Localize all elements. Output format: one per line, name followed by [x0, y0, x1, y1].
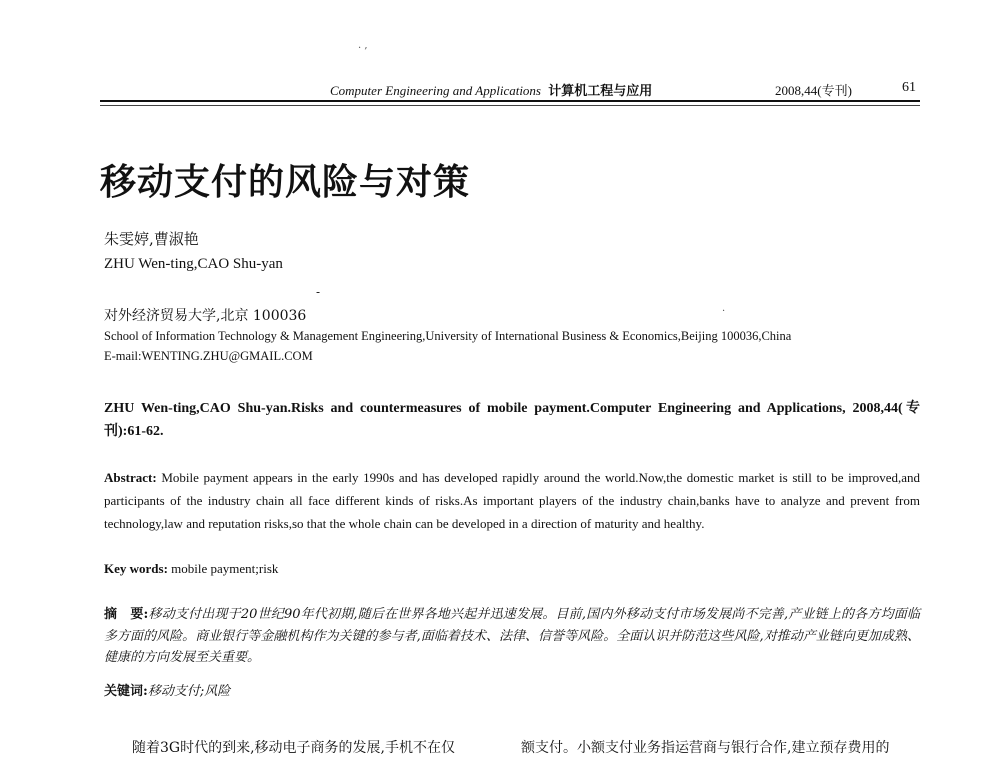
body-text-right: 额支付。小额支付业务指运营商与银行合作,建立预存费用的: [521, 740, 890, 756]
abstract-text: Mobile payment appears in the early 1990s and has developed rapidly around the world.Now,the domestic market is still to be improved,and participants of the industry chain all face different kinds of risks.As important players of the industry chain,banks have to analyze and prevent from technology,law and reputation risks,so that the whole chain can be developed in a direction of maturity and healthy.: [104, 470, 920, 531]
scan-artifact: -: [316, 285, 321, 299]
keywords-cn-label: 关键词:: [104, 684, 148, 699]
authors-cn: 朱雯婷,曹淑艳: [104, 230, 199, 248]
scan-mark: . ,: [358, 40, 368, 51]
abstract-cn-text: 移动支付出现于20世纪90年代初期,随后在世界各地兴起并迅速发展。目前,国内外移动支付市场发展尚不完善,产业链上的各方均面临多方面的风险。商业银行等金融机构作为关键的参与者,面临着技术、法律、信誉等风险。全面认识并防范这些风险,对推动产业链向更加成熟、健康的方向发展至关重要。: [104, 607, 920, 665]
citation: ZHU Wen-ting,CAO Shu-yan.Risks and countermeasures of mobile payment.Computer Engineering and Applications, 2008,44(专刊):61-62.: [104, 401, 920, 439]
paper-title: 移动支付的风险与对策: [100, 162, 471, 203]
email: E-mail:WENTING.ZHU@GMAIL.COM: [104, 349, 313, 363]
abstract: [104, 466, 920, 535]
journal-name-en: Computer Engineering and Applications: [330, 83, 541, 98]
authors-en: ZHU Wen-ting,CAO Shu-yan: [104, 256, 283, 272]
abstract-label: Abstract:: [104, 470, 157, 485]
body-text-left: 随着3G时代的到来,移动电子商务的发展,手机不在仅: [132, 740, 455, 756]
abstract-cn: [104, 604, 920, 669]
keywords-label: Key words:: [104, 561, 168, 576]
keywords-cn: [104, 680, 230, 699]
header-rule: [100, 100, 920, 102]
affiliation-cn: 对外经济贸易大学,北京 100036: [104, 308, 307, 324]
header-rule-thin: [100, 105, 920, 106]
affiliation-en: School of Information Technology & Management Engineering,University of International Business & Economics,Beijing 100036,China: [104, 329, 792, 343]
scan-artifact-dot: ·: [722, 306, 726, 317]
journal-name-cn: 计算机工程与应用: [548, 84, 653, 99]
keywords-text: mobile payment;risk: [171, 561, 279, 576]
keywords: [104, 561, 278, 577]
abstract-cn-label: 摘 要:: [104, 607, 149, 622]
keywords-cn-text: 移动支付;风险: [147, 684, 231, 699]
page-number: 61: [902, 80, 916, 95]
journal-volume: 2008,44(专刊): [775, 83, 852, 98]
journal-name: [330, 80, 652, 99]
